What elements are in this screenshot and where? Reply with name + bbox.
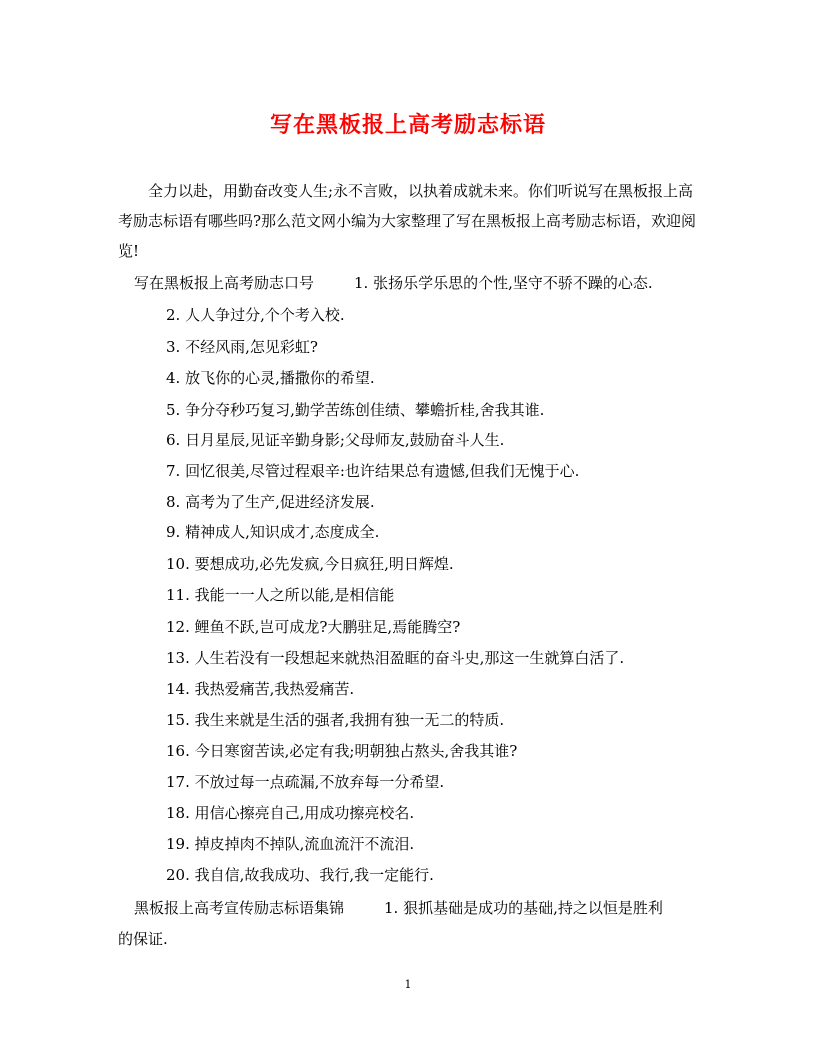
section1-line: [134, 273, 653, 293]
list-item: 15. 我生来就是生活的强者,我拥有独一无二的特质.: [166, 711, 505, 729]
list-item: 14. 我热爱痛苦,我热爱痛苦.: [166, 680, 355, 698]
document-title: 写在黑板报上高考励志标语: [269, 112, 546, 138]
list-item: 9. 精神成人,知识成才,态度成全.: [166, 523, 380, 541]
list-item: 8. 高考为了生产,促进经济发展.: [166, 493, 375, 511]
list-item: 3. 不经风雨,怎见彩虹?: [166, 338, 318, 356]
list-item: 20. 我自信,故我成功、我行,我一定能行.: [166, 866, 434, 884]
list-item: 18. 用信心擦亮自己,用成功擦亮校名.: [166, 804, 415, 822]
list-item: 5. 争分夺秒巧复习,勤学苦练创佳绩、攀蟾折桂,舍我其谁.: [166, 401, 545, 419]
list-item: 7. 回忆很美,尽管过程艰辛:也许结果总有遗憾,但我们无愧于心.: [166, 462, 580, 480]
page-number: 1: [404, 978, 412, 991]
section2-first-item: 1. 狠抓基础是成功的基础,持之以恒是胜利: [384, 899, 663, 917]
section1-heading: 写在黑板报上高考励志口号: [134, 274, 315, 292]
list-item: 4. 放飞你的心灵,播撒你的希望.: [166, 369, 375, 387]
list-item: 2. 人人争过分,个个考入校.: [166, 306, 345, 324]
list-item: 17. 不放过每一点疏漏,不放弃每一分希望.: [166, 773, 445, 791]
list-item: 6. 日月星辰,见证辛勤身影;父母师友,鼓励奋斗人生.: [166, 431, 505, 449]
list-item: 10. 要想成功,必先发疯,今日疯狂,明日辉煌.: [166, 555, 454, 573]
section2-continuation: 的保证.: [118, 930, 168, 948]
section2-line: [134, 898, 663, 918]
list-item: 13. 人生若没有一段想起来就热泪盈眶的奋斗史,那这一生就算白活了.: [166, 649, 625, 667]
list-item: 19. 掉皮掉肉不掉队,流血流汗不流泪.: [166, 835, 415, 853]
section1-first-item: 1. 张扬乐学乐思的个性,坚守不骄不躁的心态.: [354, 274, 653, 292]
section2-heading: 黑板报上高考宣传励志标语集锦: [134, 899, 345, 917]
list-item: 12. 鲤鱼不跃,岂可成龙?大鹏驻足,焉能腾空?: [166, 618, 461, 636]
intro-paragraph: 全力以赴，用勤奋改变人生;永不言败，以执着成就未来。你们听说写在黑板报上高考励志标语有哪些吗?那么范文网小编为大家整理了写在黑板报上高考励志标语，欢迎阅览!: [118, 182, 697, 260]
list-item: 11. 我能一一人之所以能,是相信能: [166, 586, 395, 604]
list-item: 16. 今日寒窗苦读,必定有我;明朝独占熬头,舍我其谁?: [166, 742, 518, 760]
